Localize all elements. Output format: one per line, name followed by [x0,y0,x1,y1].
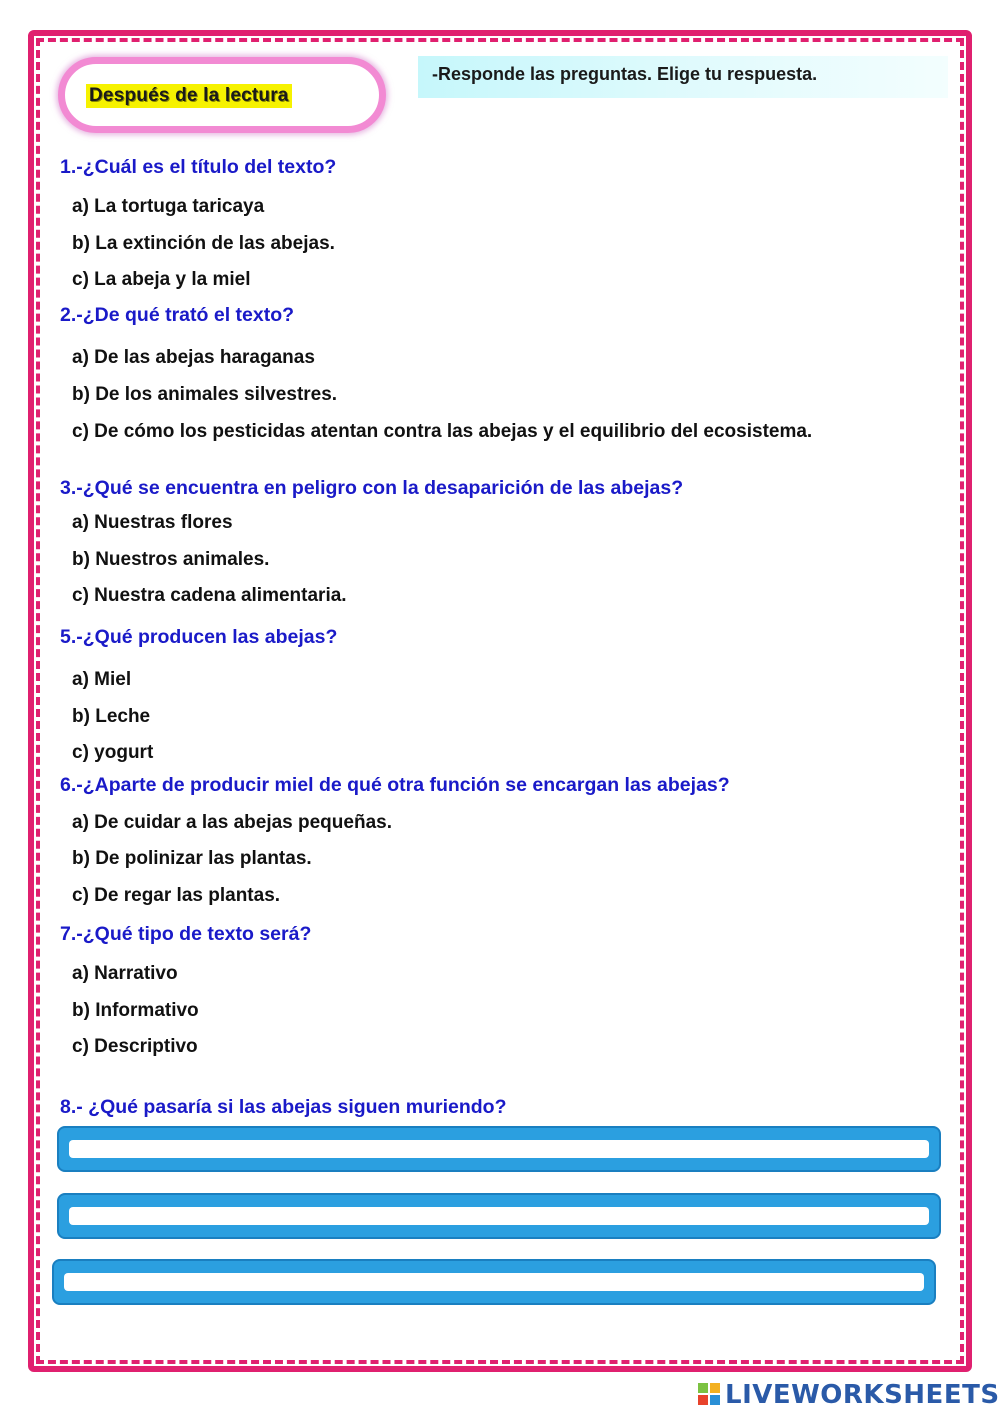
option-7a[interactable]: a) Narrativo [72,963,178,984]
question-6: 6.-¿Aparte de producir miel de qué otra función se encargan las abejas? [60,774,730,796]
question-2: 2.-¿De qué trató el texto? [60,304,295,326]
section-title: Después de la lectura [86,84,292,108]
option-3a[interactable]: a) Nuestras flores [72,512,233,533]
answer-box-3[interactable] [52,1259,936,1305]
option-7c[interactable]: c) Descriptivo [72,1036,198,1057]
answer-box-2[interactable] [57,1193,941,1239]
option-6b[interactable]: b) De polinizar las plantas. [72,848,312,869]
brand-name: LIVEWORKSHEETS [725,1380,1000,1410]
option-1a[interactable]: a) La tortuga taricaya [72,196,265,217]
option-5c[interactable]: c) yogurt [72,742,154,763]
question-1: 1.-¿Cuál es el título del texto? [60,156,337,178]
option-3b[interactable]: b) Nuestros animales. [72,549,270,570]
question-7: 7.-¿Qué tipo de texto será? [60,923,312,945]
option-7b[interactable]: b) Informativo [72,1000,199,1021]
liveworksheets-logo-icon [697,1382,721,1406]
instruction-banner: -Responde las preguntas. Elige tu respuesta. [418,56,948,98]
option-6c[interactable]: c) De regar las plantas. [72,885,281,906]
answer-box-1[interactable] [57,1126,941,1172]
option-5a[interactable]: a) Miel [72,669,132,690]
question-3: 3.-¿Qué se encuentra en peligro con la desaparición de las abejas? [60,477,684,499]
option-5b[interactable]: b) Leche [72,706,151,727]
option-6a[interactable]: a) De cuidar a las abejas pequeñas. [72,812,392,833]
option-2a[interactable]: a) De las abejas haraganas [72,347,315,368]
answer-input-3[interactable] [64,1273,924,1291]
option-2b[interactable]: b) De los animales silvestres. [72,384,338,405]
option-1b[interactable]: b) La extinción de las abejas. [72,233,335,254]
option-2c[interactable]: c) De cómo los pesticidas atentan contra las abejas y el equilibrio del ecosistema. [72,421,813,442]
option-1c[interactable]: c) La abeja y la miel [72,269,251,290]
answer-input-2[interactable] [69,1207,929,1225]
answer-input-1[interactable] [69,1140,929,1158]
question-8: 8.- ¿Qué pasaría si las abejas siguen muriendo? [60,1096,507,1118]
question-5: 5.-¿Qué producen las abejas? [60,626,338,648]
option-3c[interactable]: c) Nuestra cadena alimentaria. [72,585,347,606]
